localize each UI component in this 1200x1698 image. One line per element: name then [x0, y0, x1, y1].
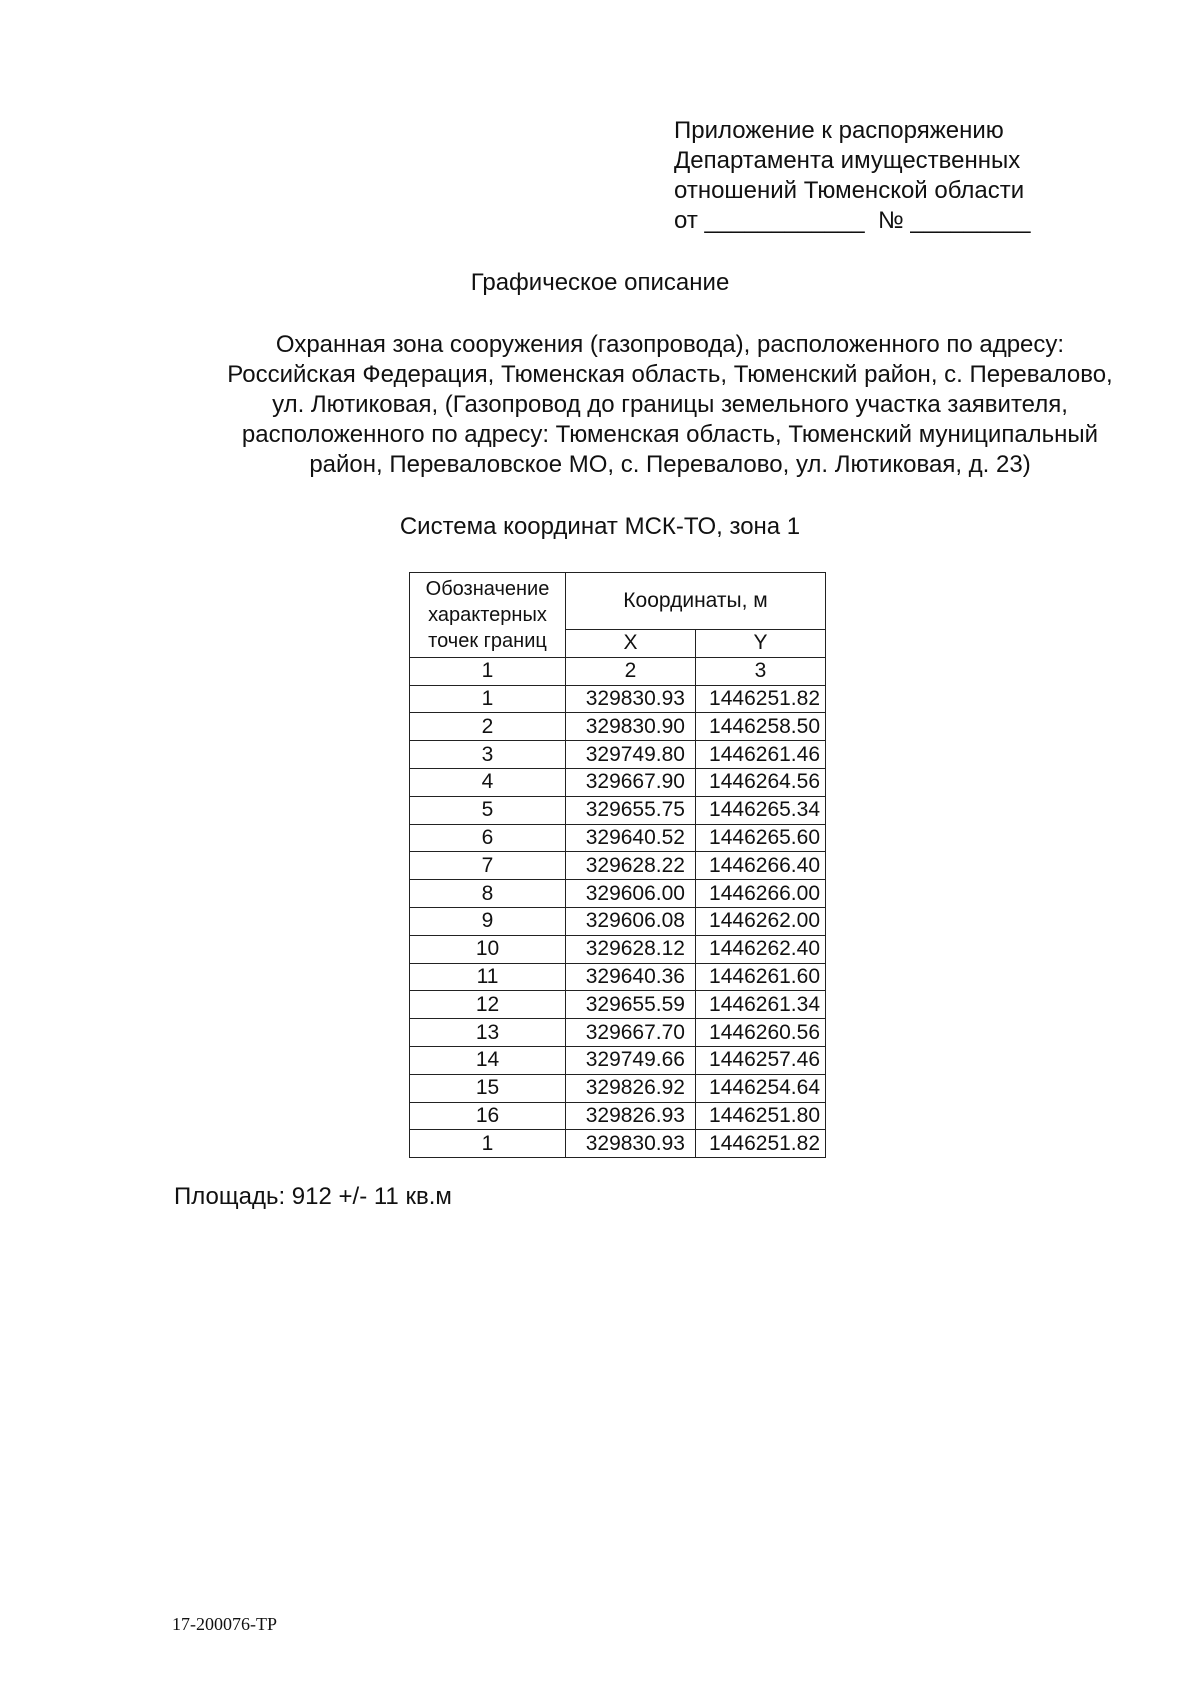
table-cell-y: 1446265.60: [696, 824, 826, 852]
table-cell-point: 6: [410, 824, 566, 852]
table-cell-point: 14: [410, 1046, 566, 1074]
description-block: [140, 330, 1200, 480]
appendix-line-4: от ____________ № _________: [674, 207, 1031, 234]
table-cell-point: 3: [410, 741, 566, 769]
table-cell-y: 1446262.00: [696, 907, 826, 935]
table-cell-y: 1446260.56: [696, 1019, 826, 1047]
table-cell-point: 10: [410, 935, 566, 963]
table-cell-x: 329826.93: [566, 1102, 696, 1130]
table-cell-y: 1446251.80: [696, 1102, 826, 1130]
description-line-3: ул. Лютиковая, (Газопровод до границы земельного участка заявителя,: [272, 391, 1068, 418]
table-cell-point: 16: [410, 1102, 566, 1130]
table-row: [410, 1074, 826, 1102]
area-value: Площадь: 912 +/- 11 кв.м: [174, 1183, 452, 1210]
description-line-1: Охранная зона сооружения (газопровода), расположенного по адресу:: [275, 331, 1065, 358]
table-row: [410, 796, 826, 824]
table-cell-x: 329749.80: [566, 741, 696, 769]
table-row: [410, 991, 826, 1019]
column-number-3: 3: [696, 657, 826, 685]
table-cell-point: 7: [410, 852, 566, 880]
table-cell-point: 13: [410, 1019, 566, 1047]
table-cell-x: 329628.22: [566, 852, 696, 880]
table-cell-point: 1: [410, 1130, 566, 1158]
table-cell-y: 1446266.40: [696, 852, 826, 880]
table-row: [410, 1130, 826, 1158]
table-cell-point: 12: [410, 991, 566, 1019]
table-cell-x: 329667.70: [566, 1019, 696, 1047]
coordinate-system: Система координат МСК-ТО, зона 1: [399, 513, 801, 540]
table-row: [410, 685, 826, 713]
table-row: [410, 1102, 826, 1130]
table-cell-y: 1446262.40: [696, 935, 826, 963]
table-cell-y: 1446261.60: [696, 963, 826, 991]
table-cell-x: 329640.52: [566, 824, 696, 852]
document-title: Графическое описание: [470, 269, 730, 296]
table-row: [410, 824, 826, 852]
table-cell-y: 1446261.46: [696, 741, 826, 769]
appendix-line-1: Приложение к распоряжению: [674, 117, 1004, 144]
column-number-1: 1: [410, 657, 566, 685]
table-cell-y: 1446251.82: [696, 685, 826, 713]
table-cell-point: 8: [410, 880, 566, 908]
table-row: [410, 741, 826, 769]
header-y: Y: [696, 630, 826, 658]
table-row: [410, 1046, 826, 1074]
coordinates-table: [409, 572, 826, 1158]
table-cell-x: 329606.00: [566, 880, 696, 908]
table-cell-y: 1446254.64: [696, 1074, 826, 1102]
table-cell-x: 329830.90: [566, 713, 696, 741]
table-cell-x: 329655.59: [566, 991, 696, 1019]
table-cell-x: 329606.08: [566, 907, 696, 935]
table-cell-point: 5: [410, 796, 566, 824]
appendix-block: [674, 116, 1031, 236]
table-cell-y: 1446264.56: [696, 768, 826, 796]
appendix-line-3: отношений Тюменской области: [674, 177, 1025, 204]
description-line-5: район, Переваловское МО, с. Перевалово, ул. Лютиковая, д. 23): [309, 451, 1031, 478]
header-point: Обозначение характерных точек границ: [410, 573, 566, 658]
table-cell-x: 329655.75: [566, 796, 696, 824]
table-cell-x: 329640.36: [566, 963, 696, 991]
table-row: [410, 1019, 826, 1047]
table-cell-point: 15: [410, 1074, 566, 1102]
table-row: [410, 768, 826, 796]
table-cell-x: 329628.12: [566, 935, 696, 963]
description-line-4: расположенного по адресу: Тюменская область, Тюменский муниципальный: [241, 421, 1099, 448]
appendix-line-2: Департамента имущественных: [674, 147, 1021, 174]
table-cell-x: 329826.92: [566, 1074, 696, 1102]
table-row: [410, 907, 826, 935]
header-x: X: [566, 630, 696, 658]
description-line-2: Российская Федерация, Тюменская область, Тюменский район, с. Перевалово,: [227, 361, 1113, 388]
coordinates-table-body: [410, 685, 826, 1158]
table-row: [410, 935, 826, 963]
table-cell-point: 9: [410, 907, 566, 935]
column-number-2: 2: [566, 657, 696, 685]
table-cell-point: 1: [410, 685, 566, 713]
table-cell-y: 1446257.46: [696, 1046, 826, 1074]
table-cell-y: 1446258.50: [696, 713, 826, 741]
document-number: 17-200076-ТР: [172, 1614, 277, 1634]
table-cell-x: 329830.93: [566, 1130, 696, 1158]
table-cell-point: 2: [410, 713, 566, 741]
table-cell-y: 1446265.34: [696, 796, 826, 824]
table-row: [410, 713, 826, 741]
table-cell-point: 11: [410, 963, 566, 991]
table-cell-x: 329830.93: [566, 685, 696, 713]
table-cell-point: 4: [410, 768, 566, 796]
header-coords: Координаты, м: [566, 573, 826, 630]
table-cell-x: 329749.66: [566, 1046, 696, 1074]
table-cell-y: 1446266.00: [696, 880, 826, 908]
table-row: [410, 880, 826, 908]
table-cell-y: 1446261.34: [696, 991, 826, 1019]
table-cell-y: 1446251.82: [696, 1130, 826, 1158]
table-cell-x: 329667.90: [566, 768, 696, 796]
table-row: [410, 963, 826, 991]
table-row: [410, 852, 826, 880]
